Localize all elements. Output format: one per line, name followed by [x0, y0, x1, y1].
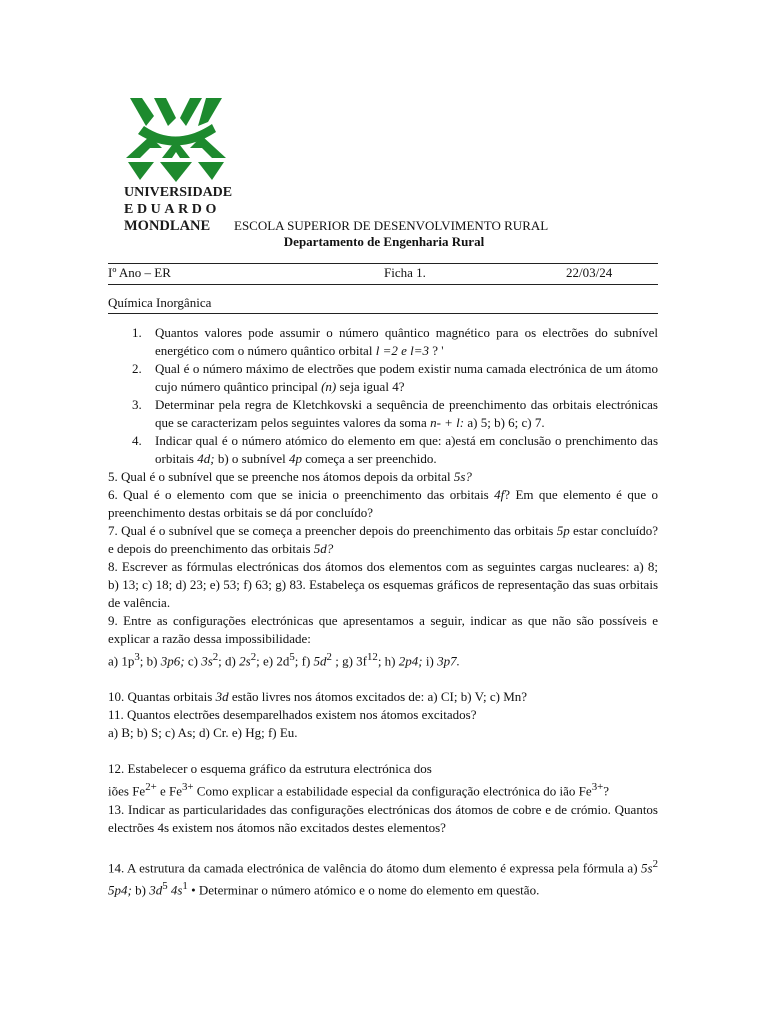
question-11-options: a) B; b) S; c) As; d) Cr. e) Hg; f) Eu.: [108, 725, 298, 741]
question-2: 2. Qual é o número máximo de electrões que podem existir numa camada electrónica de um átomo cujo número quântico principal (n) seja igual 4?: [132, 361, 658, 394]
question-4: 4. Indicar qual é o número atómico do elemento em que: a)está em conclusão o prenchimento das orbitais 4d; b) o subnível 4p começa a ser preenchido.: [132, 433, 658, 466]
year-label: Iº Ano – ER: [108, 265, 171, 280]
question-7: 7. Qual é o subnível que se começa a preencher depois do preenchimento das orbitais 5p estar concluído? e depois do preenchimento das orbitais 5d?: [108, 523, 658, 556]
uem-emblem-icon: [124, 96, 228, 184]
meta-divider: [108, 284, 658, 285]
question-9-options: a) $1p^3$; b) 3p6; c) $3s^2$; d) $2s^2$; e) $2d^5$; f) $5d^2$ ; g) $3f^{12}$; h) 2p4; i) 3p7.: [108, 651, 460, 669]
logo-line-3: MONDLANE: [124, 218, 211, 234]
logo-line-1: UNIVERSIDADE: [124, 185, 233, 200]
question-9: 9. Entre as configurações electrónicas que apresentamos a seguir, indicar as que não são possíveis e explicar a razão dessa impossibilidade:: [108, 613, 658, 646]
date-label: 22/03/24: [566, 265, 613, 280]
question-11: 11. Quantos electrões desemparelhados existem nos átomos excitados?: [108, 707, 477, 723]
department-name: Departamento de Engenharia Rural: [283, 234, 485, 249]
sheet-label: Ficha 1.: [384, 265, 426, 280]
school-name: ESCOLA SUPERIOR DE DESENVOLVIMENTO RURAL: [234, 218, 549, 233]
question-10: 10. Quantas orbitais 3d estão livres nos átomos excitados de: a) CI; b) V; c) Mn?: [108, 689, 528, 705]
question-14: 14. A estrutura da camada electrónica de valência do átomo dum elemento é expressa pela fórmula a) $5s^2$ 5p4; b) $3d^5$ $4s^1$ • Determinar o número atómico e o nome do elemento em questão.: [108, 857, 659, 898]
question-1: 1. Quantos valores pode assumir o número quântico magnético para os electrões do subnível energético com o número quântico orbital l =2 e l=3 ? ': [132, 325, 658, 358]
question-5: 5. Qual é o subnível que se preenche nos átomos depois da orbital 5s?: [108, 469, 472, 484]
subject-divider: [108, 313, 658, 314]
header-divider: [108, 263, 658, 264]
logo-line-2: EDUARDO: [124, 202, 220, 217]
question-list: [108, 324, 658, 899]
question-3: 3. Determinar pela regra de Kletchkovski a sequência de preenchimento das orbitais electrónicas que se caracterizam pelos seguintes valores da soma n- + l: a) 5; b) 6; c) 7.: [132, 397, 658, 430]
question-8: 8. Escrever as fórmulas electrónicas dos átomos dos elementos com as seguintes cargas nucleares: a) 8; b) 13; c) 18; d) 23; e) 53; f) 63; g) 83. Estabeleça os esquemas gráficos de representação das suas orbitais de valência.: [108, 559, 658, 610]
question-12: 12. Estabelecer o esquema gráfico da estrutura electrónica dos: [108, 761, 432, 777]
question-12-cont: iões $Fe^{2+}$ e $Fe^{3+}$ Como explicar a estabilidade especial da configuração electrónica do ião $Fe^{3+}$?: [108, 781, 609, 799]
question-13: 13. Indicar as particularidades das configurações electrónicas dos átomos de cobre e de crómio. Quantos electrões 4s existem nos átomos não excitados destes elementos?: [108, 801, 658, 835]
university-logo: [124, 96, 233, 235]
question-6: 6. Qual é o elemento com que se inicia o preenchimento das orbitais 4f? Em que elemento é que o preenchimento destas orbitais se dá por concluído?: [108, 487, 659, 520]
subject-title: Química Inorgânica: [108, 295, 212, 310]
